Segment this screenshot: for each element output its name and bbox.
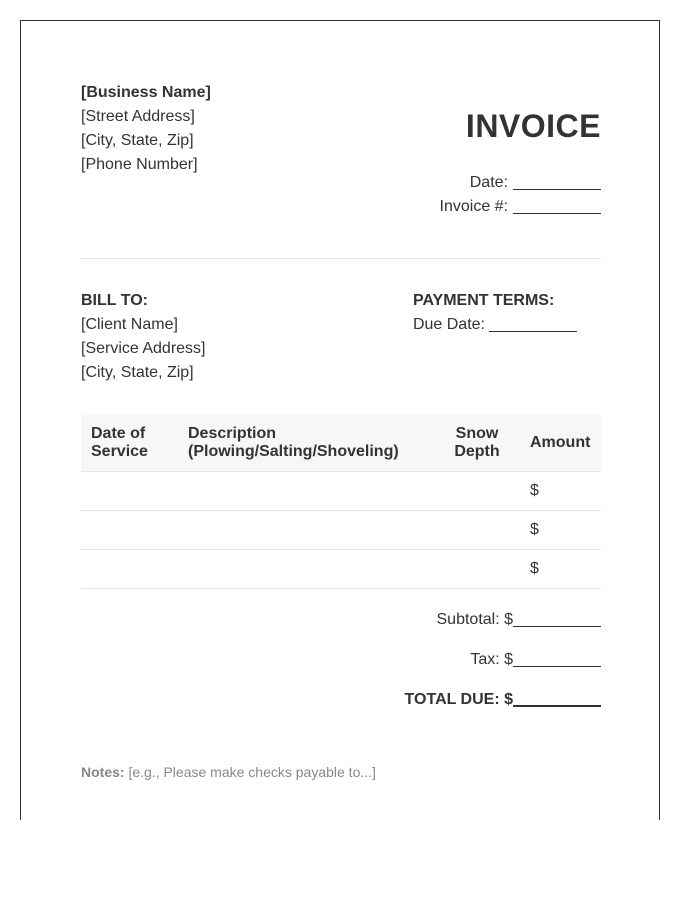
- cell-description: [178, 510, 434, 549]
- notes-text: [e.g., Please make checks payable to...]: [128, 764, 376, 780]
- cell-snow-depth: [434, 471, 520, 510]
- cell-description: [178, 549, 434, 588]
- business-phone: [Phone Number]: [81, 156, 198, 173]
- business-city: [City, State, Zip]: [81, 132, 194, 149]
- total-due-row: [81, 688, 601, 728]
- cell-description: [178, 471, 434, 510]
- header-desc-line2: (Plowing/Salting/Shoveling): [188, 442, 399, 460]
- header-date-line2: Service: [91, 442, 148, 460]
- header-depth-line2: Depth: [454, 442, 500, 460]
- invoice-sheet: [20, 20, 660, 820]
- business-name: [Business Name]: [81, 84, 211, 101]
- table-row: [81, 471, 601, 510]
- notes-label: Notes:: [81, 764, 125, 780]
- cell-amount: $: [520, 549, 601, 588]
- notes: [81, 764, 376, 780]
- table-header-row: [81, 415, 601, 471]
- payment-terms-heading: PAYMENT TERMS:: [412, 292, 555, 309]
- subtotal-label: Subtotal: $: [436, 610, 513, 628]
- invoice-title: INVOICE: [465, 108, 601, 144]
- table-row: [81, 549, 601, 588]
- tax-row: [81, 648, 601, 688]
- invoice-content: [81, 81, 601, 728]
- subtotal-row: [81, 608, 601, 648]
- subtotal-blank: [513, 609, 601, 627]
- cell-snow-depth: [434, 510, 520, 549]
- cell-amount: $: [520, 510, 601, 549]
- tax-label: Tax: $: [470, 650, 513, 668]
- billing-section: [81, 259, 601, 415]
- invoice-number-row: [440, 195, 601, 219]
- line-items-table: [81, 415, 601, 589]
- cell-amount: $: [520, 471, 601, 510]
- tax-blank: [513, 649, 601, 667]
- header-date-line1: Date of: [91, 424, 146, 442]
- totals-section: [81, 608, 601, 728]
- client-name: [Client Name]: [81, 316, 178, 333]
- total-due-label: TOTAL DUE: $: [404, 690, 513, 708]
- invoice-meta: [440, 171, 601, 219]
- payment-terms: [413, 289, 577, 337]
- cell-date: [81, 510, 178, 549]
- due-date-row: [413, 313, 577, 337]
- cell-snow-depth: [434, 549, 520, 588]
- bill-to: [81, 289, 206, 385]
- date-blank: [513, 172, 601, 190]
- header-description: [178, 415, 434, 471]
- header-date-of-service: [81, 415, 178, 471]
- bill-to-heading: BILL TO:: [81, 292, 148, 309]
- client-city: [City, State, Zip]: [81, 364, 194, 381]
- invoice-number-label: Invoice #:: [439, 198, 508, 215]
- cell-date: [81, 549, 178, 588]
- date-row: [440, 171, 601, 195]
- business-street: [Street Address]: [81, 108, 195, 125]
- invoice-header: [81, 81, 601, 258]
- header-snow-depth: [434, 415, 520, 471]
- cell-date: [81, 471, 178, 510]
- total-due-blank: [513, 689, 601, 707]
- due-date-label: Due Date:: [412, 316, 485, 333]
- service-address: [Service Address]: [81, 340, 206, 357]
- due-date-blank: [489, 314, 577, 332]
- header-depth-line1: Snow: [455, 424, 499, 442]
- header-desc-line1: Description: [188, 424, 277, 442]
- invoice-number-blank: [513, 196, 601, 214]
- date-label: Date:: [469, 174, 508, 191]
- table-row: [81, 510, 601, 549]
- business-info: [81, 81, 211, 177]
- header-amount: Amount: [520, 415, 601, 471]
